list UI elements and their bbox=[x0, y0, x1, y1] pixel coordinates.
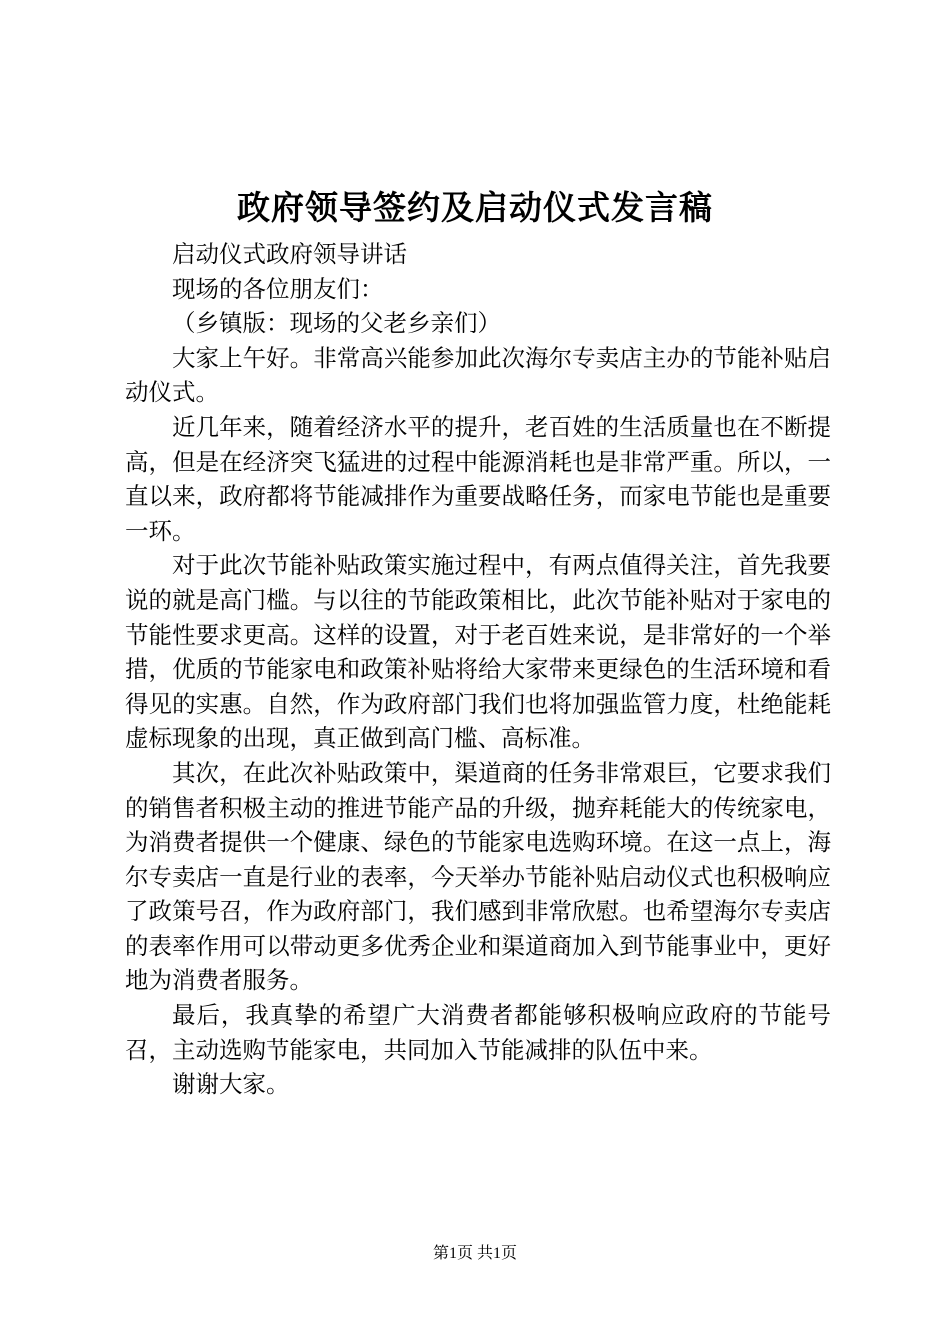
paragraph: 对于此次节能补贴政策实施过程中，有两点值得关注，首先我要说的就是高门槛。与以往的节能政策相比，此次节能补贴对于家电的节能性要求更高。这样的设置，对于老百姓来说，是非常好的一个举措，优质的节能家电和政策补贴将给大家带来更绿色的生活环境和看得见的实惠。自然，作为政府部门我们也将加强监管力度，杜绝能耗虚标现象的出现，真正做到高门槛、高标准。 bbox=[125, 551, 831, 753]
paragraph: （乡镇版：现场的父老乡亲们） bbox=[172, 309, 501, 338]
document-title: 政府领导签约及启动仪式发言稿 bbox=[237, 188, 713, 227]
paragraph: 启动仪式政府领导讲话 bbox=[172, 240, 407, 268]
paragraph: 谢谢大家。 bbox=[172, 1070, 290, 1099]
page-footer: 第1页 共1页 bbox=[432, 1245, 517, 1262]
paragraph: 最后，我真挚的希望广大消费者都能够积极响应政府的节能号召，主动选购节能家电，共同加入节能减排的队伍中来。 bbox=[125, 1001, 831, 1064]
paragraph: 其次，在此次补贴政策中，渠道商的任务非常艰巨，它要求我们的销售者积极主动的推进节能产品的升级，抛弃耗能大的传统家电，为消费者提供一个健康、绿色的节能家电选购环境。在这一点上，海尔专卖店一直是行业的表率，今天举办节能补贴启动仪式也积极响应了政策号召，作为政府部门，我们感到非常欣慰。也希望海尔专卖店的表率作用可以带动更多优秀企业和渠道商加入到节能事业中，更好地为消费者服务。 bbox=[125, 758, 831, 995]
paragraph: 大家上午好。非常高兴能参加此次海尔专卖店主办的节能补贴启动仪式。 bbox=[125, 343, 831, 407]
paragraph: 现场的各位朋友们： bbox=[172, 274, 384, 303]
paragraph: 近几年来，随着经济水平的提升，老百姓的生活质量也在不断提高，但是在经济突飞猛进的过程中能源消耗也是非常严重。所以，一直以来，政府都将节能减排作为重要战略任务，而家电节能也是重要一环。 bbox=[125, 412, 831, 545]
document-body bbox=[125, 237, 831, 1102]
